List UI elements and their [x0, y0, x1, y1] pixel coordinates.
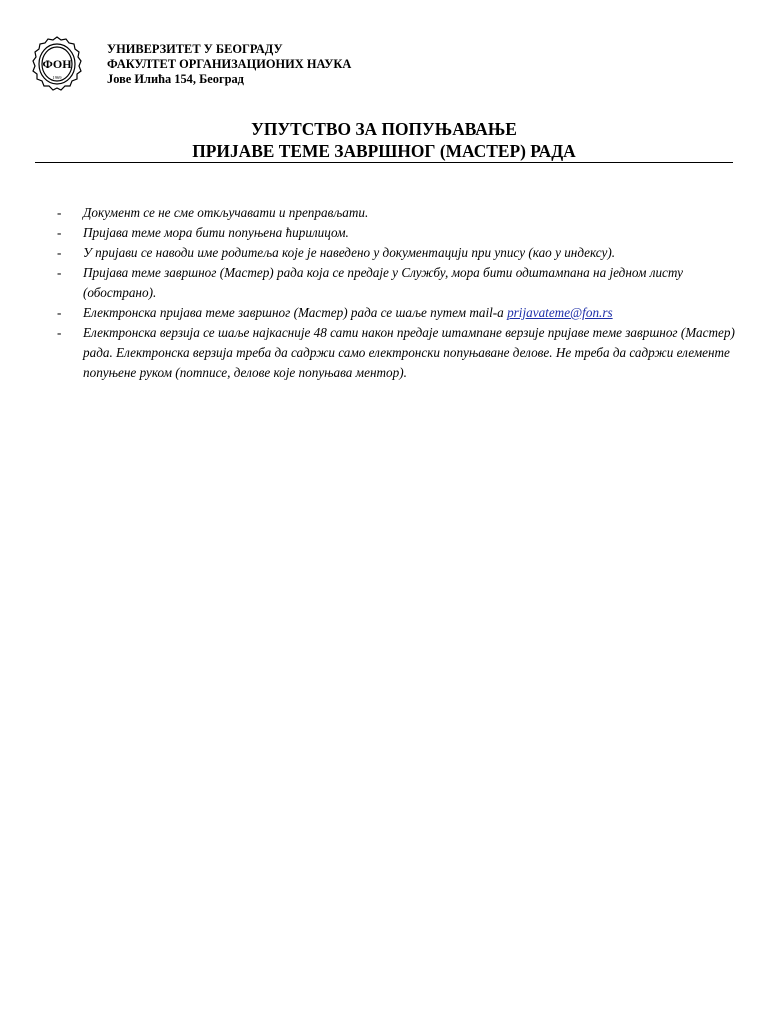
list-bullet: - [57, 225, 62, 240]
fon-seal-icon [31, 35, 83, 93]
instruction-text: Електронска верзија се шаље најкасније 48 сати након предаје штампане верзије пријаве теме завршног (Мастер) рада. Електронска верзија треба да садржи само електронски попуњаване делове. Не треба да садржи елементе попуњене руком (потписе, делове које попуњава ментор). [83, 325, 735, 380]
instructions-list [57, 203, 747, 383]
list-item [57, 223, 747, 243]
list-item [57, 323, 747, 383]
instruction-text: Електронска пријава теме завршног (Мастер) рада се шаље путем mail-a [83, 305, 508, 320]
list-item [57, 303, 747, 323]
document-title [0, 118, 768, 162]
title-line-1: УПУТСТВО ЗА ПОПУЊАВАЊЕ [251, 119, 517, 139]
faculty-address: Јове Илића 154, Београд [107, 72, 244, 86]
email-link[interactable]: prijavateme@fon.rs [507, 305, 613, 320]
faculty-logo [31, 35, 83, 93]
title-line-2: ПРИЈАВЕ ТЕМЕ ЗАВРШНОГ (МАСТЕР) РАДА [192, 141, 576, 161]
instruction-text: Документ се не сме откључавати и преправљати. [83, 205, 369, 220]
list-bullet: - [57, 205, 62, 220]
university-name: УНИВЕРЗИТЕТ У БЕОГРАДУ [107, 42, 283, 56]
instruction-text: У пријави се наводи име родитеља које је наведено у документацији при упису (као у индексу). [83, 245, 616, 260]
faculty-name: ФАКУЛТЕТ ОРГАНИЗАЦИОНИХ НАУКА [107, 57, 352, 71]
instruction-text: Пријава теме мора бити попуњена ћирилицом. [83, 225, 349, 240]
seal-year: 1969 [52, 75, 62, 80]
list-bullet: - [57, 325, 62, 340]
list-item [57, 203, 747, 223]
instruction-text: Пријава теме завршног (Мастер) рада која се предаје у Службу, мора бити одштампана на једном листу (обострано). [83, 265, 683, 300]
seal-letters: ФОН [42, 57, 72, 71]
title-divider [35, 162, 733, 163]
list-item [57, 243, 747, 263]
list-item [57, 263, 747, 303]
list-bullet: - [57, 305, 62, 320]
list-bullet: - [57, 265, 62, 280]
list-bullet: - [57, 245, 62, 260]
institution-header [107, 42, 351, 87]
